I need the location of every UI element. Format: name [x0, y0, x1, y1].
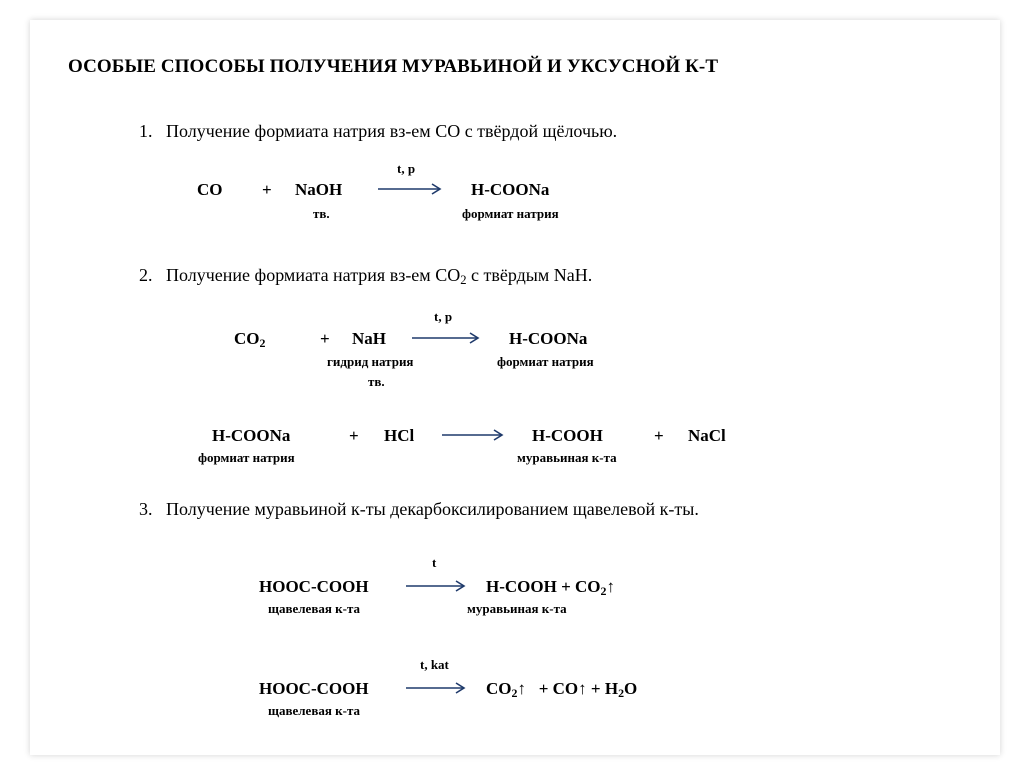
gas-up-arrow-icon: ↑ — [517, 679, 526, 698]
s2r2-reactant-hcoona: H-COONa — [212, 426, 291, 445]
s2r2-product-nacl: NaCl — [688, 426, 726, 445]
s3r1-product-hcooh: H-COOH — [486, 577, 557, 596]
s3r2-products — [486, 679, 637, 699]
s1-reactant-co: CO — [197, 180, 223, 199]
s3r1-product-co2: $CO_2↑$ — [575, 577, 615, 598]
s1-plus: + — [262, 180, 272, 199]
s3r1-reactant: HOOC-COOH — [259, 577, 369, 596]
s3r2-reactant-note: щавелевая к-та — [268, 703, 360, 718]
s2r1-product-note: формиат натрия — [497, 354, 594, 369]
s3r1-reactant-note: щавелевая к-та — [268, 601, 360, 616]
section-2-text: Получение формиата натрия вз-ем CO — [166, 265, 461, 285]
s2r2-reaction-arrow — [442, 429, 504, 441]
s2r1-reaction-arrow — [412, 332, 480, 344]
gas-up-arrow-icon: ↑ — [578, 679, 587, 698]
s2r1-conditions: t, p — [434, 309, 453, 324]
s3r1-conditions: t — [432, 555, 437, 570]
section-2-number: 2. — [139, 265, 153, 285]
s3r1-product-note: муравьиная к-та — [467, 601, 567, 616]
s2r2-reactant-hcl: HCl — [384, 426, 415, 445]
s2r1-reactant-co2: $CO_2$ — [234, 329, 266, 350]
section-3-text: Получение муравьиной к-ты декарбоксилированием щавелевой к-ты. — [166, 499, 699, 519]
s2r2-hcoona-note: формиат натрия — [198, 450, 295, 465]
page-title: ОСОБЫЕ СПОСОБЫ ПОЛУЧЕНИЯ МУРАВЬИНОЙ И УКСУСНОЙ К-Т — [68, 56, 719, 77]
section-2-heading — [139, 265, 592, 286]
s2r1-product: H-COONa — [509, 329, 588, 348]
s2r2-plus-2: + — [654, 426, 664, 445]
s3r2-reaction-arrow — [406, 682, 466, 694]
s2r1-nah-note-solid: тв. — [368, 374, 385, 389]
gas-up-arrow-icon: ↑ — [606, 577, 615, 596]
s3r2-plus-2: + — [590, 679, 601, 698]
section-1-heading — [139, 121, 617, 142]
s1-reactant-naoh: NaOH — [295, 180, 343, 199]
s3r1-products — [486, 577, 615, 597]
s2r1-nah-note: гидрид натрия — [327, 354, 414, 369]
section-2-text-sub: 2 — [460, 273, 467, 288]
section-2-text-tail: с твёрдым NaH. — [466, 265, 593, 285]
s3r2-product-h2o: $H_2O$ — [604, 679, 638, 700]
s3r1-plus: + — [561, 577, 571, 596]
s3r2-plus-1: + — [538, 679, 549, 698]
s2r2-product-hcooh: H-COOH — [532, 426, 603, 445]
s3r1-reaction-arrow — [406, 580, 466, 592]
s2r1-plus: + — [320, 329, 330, 348]
section-1-text: Получение формиата натрия вз-ем СО с твёрдой щёлочью. — [166, 121, 618, 141]
s2r2-plus-1: + — [349, 426, 359, 445]
s3r2-product-co2: $CO_2↑$ — [486, 679, 526, 700]
s1-reaction-arrow — [378, 183, 442, 195]
s1-conditions: t, p — [397, 161, 416, 176]
s1-naoh-note: тв. — [313, 206, 330, 221]
s1-product: H-COONa — [471, 180, 550, 199]
section-1-number: 1. — [139, 121, 153, 141]
s2r2-hcooh-note: муравьиная к-та — [517, 450, 617, 465]
s2r1-reactant-nah: NaH — [352, 329, 386, 348]
section-3-number: 3. — [139, 499, 153, 519]
s1-product-note: формиат натрия — [462, 206, 559, 221]
s3r2-reactant: HOOC-COOH — [259, 679, 369, 698]
s3r2-product-co: CO↑ — [552, 679, 587, 698]
s3r2-conditions: t, kat — [420, 657, 449, 672]
section-3-heading — [139, 499, 699, 520]
